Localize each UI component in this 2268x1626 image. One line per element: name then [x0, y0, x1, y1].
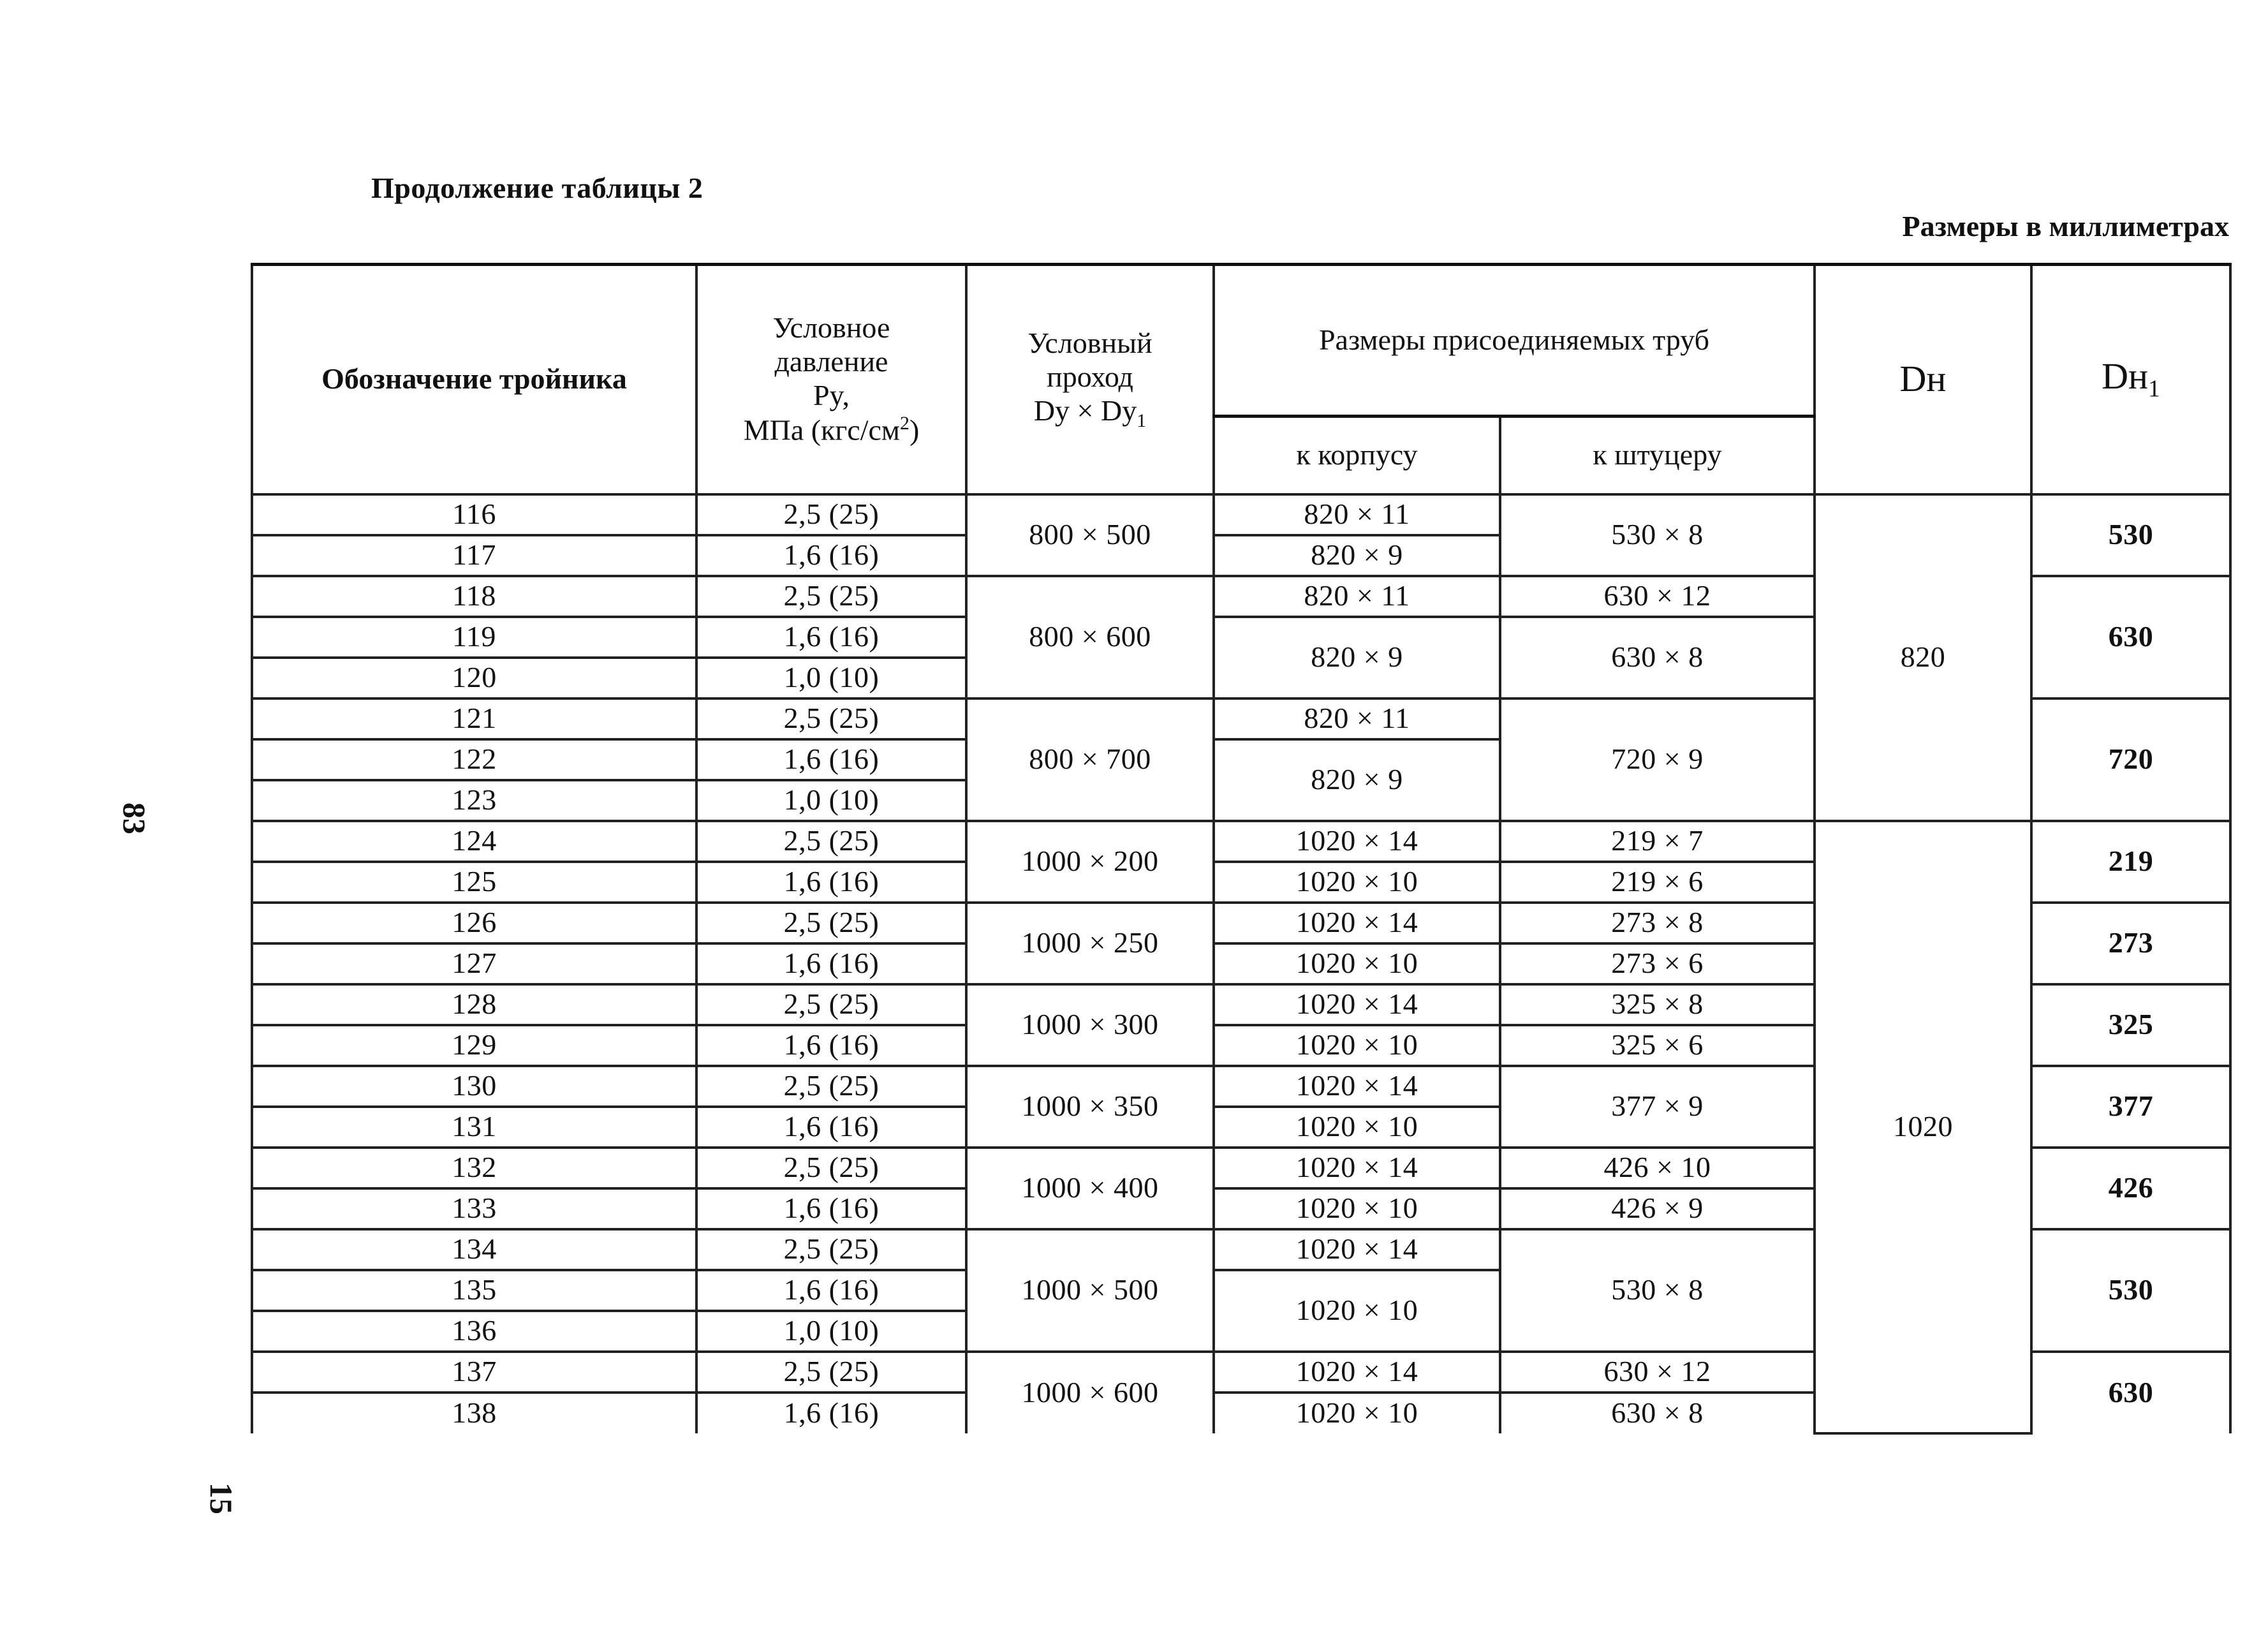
header-pressure: Условное давление Py, МПа $(кгс/см^2)$: [696, 265, 966, 494]
body-size-cell: 820 × 9: [1214, 739, 1500, 821]
body-size-cell: 1020 × 10: [1214, 943, 1500, 984]
body-size-cell: 1020 × 10: [1214, 1188, 1500, 1229]
designation-cell: 128: [252, 984, 696, 1025]
pressure-cell: 1,6 (16): [696, 943, 966, 984]
fitting-size-cell: 530 × 8: [1500, 494, 1815, 576]
header-nominal-bore: Условный проход $Dy \times Dy_1$: [966, 265, 1214, 494]
body-size-cell: 820 × 11: [1214, 494, 1500, 535]
pressure-cell: 2,5 (25): [696, 1352, 966, 1393]
header-dn1: $Dн_1$: [2031, 265, 2230, 494]
pressure-cell: 1,6 (16): [696, 1107, 966, 1148]
dn1-cell: 720: [2031, 698, 2230, 821]
dn-cell: 1020: [1815, 821, 2031, 1433]
fitting-size-cell: 325 × 6: [1500, 1025, 1815, 1066]
header-to-body: к корпусу: [1214, 417, 1500, 494]
header-dn: Dн: [1815, 265, 2031, 494]
dn1-cell: 630: [2031, 1352, 2230, 1433]
pressure-cell: 2,5 (25): [696, 1229, 966, 1270]
body-size-cell: 820 × 11: [1214, 576, 1500, 617]
body-size-cell: 1020 × 14: [1214, 984, 1500, 1025]
designation-cell: 127: [252, 943, 696, 984]
pressure-cell: 1,6 (16): [696, 617, 966, 658]
designation-cell: 124: [252, 821, 696, 862]
body-size-cell: 820 × 9: [1214, 617, 1500, 698]
pressure-cell: 2,5 (25): [696, 1066, 966, 1107]
designation-cell: 121: [252, 698, 696, 739]
table-row: [252, 821, 2230, 862]
body-size-cell: 1020 × 10: [1214, 1270, 1500, 1352]
body-size-cell: 1020 × 10: [1214, 1393, 1500, 1433]
bore-cell: 800 × 700: [966, 698, 1214, 821]
fitting-size-cell: 377 × 9: [1500, 1066, 1815, 1148]
pressure-cell: 1,6 (16): [696, 1188, 966, 1229]
header-to-fitting: к штуцеру: [1500, 417, 1815, 494]
body-size-cell: 1020 × 10: [1214, 1025, 1500, 1066]
body-size-cell: 1020 × 14: [1214, 1066, 1500, 1107]
pressure-cell: 1,0 (10): [696, 658, 966, 698]
dn-cell: 820: [1815, 494, 2031, 821]
designation-cell: 132: [252, 1148, 696, 1188]
bore-cell: 1000 × 400: [966, 1148, 1214, 1229]
fitting-size-cell: 630 × 8: [1500, 617, 1815, 698]
dn1-cell: 530: [2031, 1229, 2230, 1352]
body-size-cell: 1020 × 14: [1214, 1229, 1500, 1270]
body-size-cell: 1020 × 14: [1214, 1352, 1500, 1393]
body-size-cell: 1020 × 14: [1214, 821, 1500, 862]
body-size-cell: 820 × 9: [1214, 535, 1500, 576]
bore-cell: 1000 × 200: [966, 821, 1214, 903]
designation-cell: 138: [252, 1393, 696, 1433]
designation-cell: 118: [252, 576, 696, 617]
designation-cell: 135: [252, 1270, 696, 1311]
designation-cell: 116: [252, 494, 696, 535]
fitting-size-cell: 426 × 9: [1500, 1188, 1815, 1229]
dn1-cell: 219: [2031, 821, 2230, 903]
pressure-cell: 1,6 (16): [696, 535, 966, 576]
bore-cell: 1000 × 500: [966, 1229, 1214, 1352]
body-size-cell: 1020 × 10: [1214, 862, 1500, 903]
tee-dimensions-table: [251, 263, 2232, 1435]
designation-cell: 136: [252, 1311, 696, 1352]
bore-cell: 1000 × 250: [966, 903, 1214, 984]
pressure-cell: 2,5 (25): [696, 698, 966, 739]
designation-cell: 117: [252, 535, 696, 576]
designation-cell: 134: [252, 1229, 696, 1270]
designation-cell: 126: [252, 903, 696, 943]
fitting-size-cell: 720 × 9: [1500, 698, 1815, 821]
fitting-size-cell: 219 × 6: [1500, 862, 1815, 903]
fitting-size-cell: 273 × 8: [1500, 903, 1815, 943]
designation-cell: 130: [252, 1066, 696, 1107]
fitting-size-cell: 630 × 12: [1500, 576, 1815, 617]
bore-cell: 1000 × 350: [966, 1066, 1214, 1148]
fitting-size-cell: 273 × 6: [1500, 943, 1815, 984]
bore-cell: 800 × 600: [966, 576, 1214, 698]
units-note: Размеры в миллиметрах: [1902, 210, 2229, 242]
bore-cell: 1000 × 600: [966, 1352, 1214, 1433]
designation-cell: 133: [252, 1188, 696, 1229]
designation-cell: 120: [252, 658, 696, 698]
designation-cell: 119: [252, 617, 696, 658]
pressure-cell: 1,0 (10): [696, 1311, 966, 1352]
pressure-cell: 2,5 (25): [696, 1148, 966, 1188]
page-number-bottom: 15: [203, 1482, 239, 1514]
dn1-cell: 325: [2031, 984, 2230, 1066]
dn1-cell: 377: [2031, 1066, 2230, 1148]
pressure-cell: 2,5 (25): [696, 494, 966, 535]
table-caption: Продолжение таблицы 2: [371, 172, 703, 204]
pressure-cell: 2,5 (25): [696, 984, 966, 1025]
designation-cell: 125: [252, 862, 696, 903]
pressure-cell: 2,5 (25): [696, 821, 966, 862]
body-size-cell: 1020 × 10: [1214, 1107, 1500, 1148]
bore-cell: 1000 × 300: [966, 984, 1214, 1066]
body-size-cell: 1020 × 14: [1214, 903, 1500, 943]
page-number-left: 83: [117, 802, 152, 834]
dn1-cell: 630: [2031, 576, 2230, 698]
designation-cell: 129: [252, 1025, 696, 1066]
body-size-cell: 820 × 11: [1214, 698, 1500, 739]
dn1-cell: 530: [2031, 494, 2230, 576]
designation-cell: 122: [252, 739, 696, 780]
header-designation: Обозначение тройника: [252, 265, 696, 494]
fitting-size-cell: 630 × 12: [1500, 1352, 1815, 1393]
table-row: [252, 494, 2230, 535]
pressure-cell: 1,6 (16): [696, 1025, 966, 1066]
pressure-cell: 1,6 (16): [696, 862, 966, 903]
designation-cell: 131: [252, 1107, 696, 1148]
body-size-cell: 1020 × 14: [1214, 1148, 1500, 1188]
designation-cell: 137: [252, 1352, 696, 1393]
dn1-cell: 426: [2031, 1148, 2230, 1229]
pressure-cell: 1,6 (16): [696, 739, 966, 780]
pressure-cell: 1,0 (10): [696, 780, 966, 821]
fitting-size-cell: 426 × 10: [1500, 1148, 1815, 1188]
bore-cell: 800 × 500: [966, 494, 1214, 576]
dn1-cell: 273: [2031, 903, 2230, 984]
fitting-size-cell: 630 × 8: [1500, 1393, 1815, 1433]
fitting-size-cell: 325 × 8: [1500, 984, 1815, 1025]
pressure-cell: 2,5 (25): [696, 576, 966, 617]
pressure-cell: 1,6 (16): [696, 1270, 966, 1311]
header-pipe-sizes: Размеры присоединяемых труб: [1214, 265, 1815, 417]
designation-cell: 123: [252, 780, 696, 821]
pressure-cell: 1,6 (16): [696, 1393, 966, 1433]
fitting-size-cell: 530 × 8: [1500, 1229, 1815, 1352]
fitting-size-cell: 219 × 7: [1500, 821, 1815, 862]
pressure-cell: 2,5 (25): [696, 903, 966, 943]
